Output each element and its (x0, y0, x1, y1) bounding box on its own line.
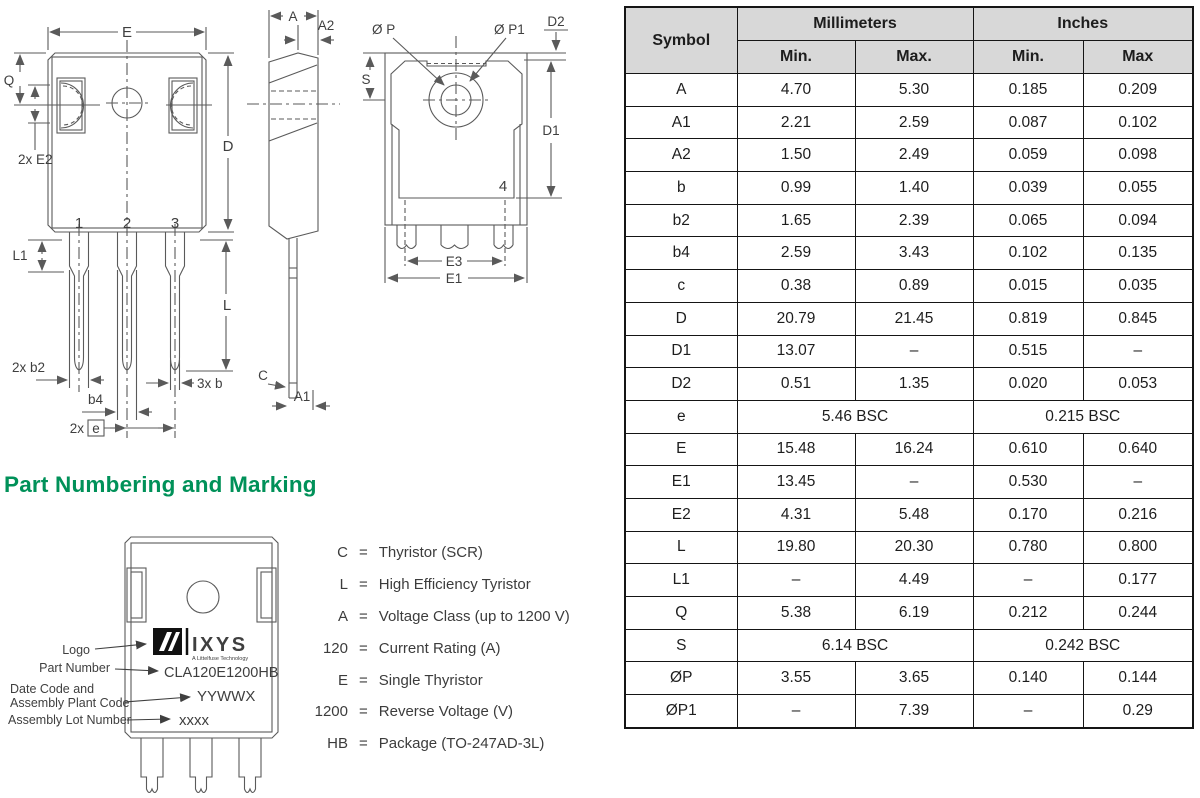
ixys-logo (153, 628, 248, 662)
table-cell: E (625, 433, 737, 466)
dim-E2-label: 2x E2 (18, 152, 53, 167)
legend-row (280, 569, 620, 601)
table-cell: 0.055 (1083, 172, 1193, 205)
table-row (625, 498, 1193, 531)
table-cell: 13.45 (737, 466, 855, 499)
table-cell: 5.48 (855, 498, 973, 531)
legend-equals-sign: = (359, 671, 368, 689)
dim-P1-label: Ø P1 (494, 22, 525, 37)
dim-A1-label: A1 (293, 389, 311, 404)
marked-package (125, 537, 278, 793)
table-cell: 0.015 (973, 270, 1083, 303)
legend-code: 120 (322, 639, 348, 657)
table-cell: E1 (625, 466, 737, 499)
table-cell: 16.24 (855, 433, 973, 466)
table-cell: 0.819 (973, 302, 1083, 335)
table-cell: – (1083, 335, 1193, 368)
package-dimension-drawing (0, 0, 620, 465)
table-cell: 5.46 BSC (737, 400, 973, 433)
legend-equals-sign: = (359, 607, 368, 625)
marking-part-number: CLA120E1200HB (164, 665, 279, 681)
table-cell: ØP1 (625, 695, 737, 728)
table-cell: 3.65 (855, 662, 973, 695)
table-cell: D (625, 302, 737, 335)
table-cell: – (1083, 466, 1193, 499)
table-cell: 0.035 (1083, 270, 1193, 303)
table-cell: 5.38 (737, 597, 855, 630)
table-cell: 0.185 (973, 74, 1083, 107)
table-cell: 0.800 (1083, 531, 1193, 564)
dim-e-label: e (92, 421, 100, 436)
table-cell: 0.098 (1083, 139, 1193, 172)
table-row (625, 335, 1193, 368)
pin2-label: 2 (122, 215, 132, 232)
table-cell: 3.43 (855, 237, 973, 270)
legend-row (280, 601, 620, 633)
table-cell: 0.140 (973, 662, 1083, 695)
table-row (625, 531, 1193, 564)
col-symbol: Symbol (625, 7, 737, 74)
table-cell: 20.30 (855, 531, 973, 564)
dim-A2-label: A2 (317, 18, 335, 33)
table-cell: 0.51 (737, 368, 855, 401)
pin4-label: 4 (498, 178, 508, 195)
legend-description: Package (TO-247AD-3L) (378, 735, 545, 753)
table-row (625, 270, 1193, 303)
dim-b-label: 3x b (197, 376, 223, 391)
table-cell: 0.177 (1083, 564, 1193, 597)
table-row (625, 400, 1193, 433)
table-row (625, 74, 1193, 107)
table-row (625, 433, 1193, 466)
table-cell: 1.40 (855, 172, 973, 205)
table-cell: 0.242 BSC (973, 629, 1193, 662)
table-cell: 0.102 (973, 237, 1083, 270)
table-cell: 0.135 (1083, 237, 1193, 270)
table-row (625, 695, 1193, 728)
callout-part-number: Part Number (39, 661, 110, 675)
side-view (247, 9, 340, 410)
section-heading: Part Numbering and Marking (4, 472, 317, 497)
callout-date-code-line2: Assembly Plant Code (10, 696, 130, 710)
col-mm-min: Min. (737, 41, 855, 74)
table-cell: 0.212 (973, 597, 1083, 630)
marking-date-code: YYWWX (197, 688, 256, 705)
table-cell: 0.99 (737, 172, 855, 205)
legend-description: Reverse Voltage (V) (378, 703, 513, 721)
table-cell: 0.530 (973, 466, 1083, 499)
legend-equals-sign: = (359, 703, 368, 721)
table-cell: D1 (625, 335, 737, 368)
dim-e-prefix-label: 2x (69, 421, 84, 436)
table-cell: – (737, 695, 855, 728)
table-cell: 0.89 (855, 270, 973, 303)
legend-description: Current Rating (A) (378, 639, 501, 657)
table-row (625, 172, 1193, 205)
dim-Q-label: Q (3, 73, 15, 88)
table-cell: 0.065 (973, 204, 1083, 237)
table-cell: 0.38 (737, 270, 855, 303)
table-cell: 0.780 (973, 531, 1083, 564)
table-row (625, 597, 1193, 630)
table-cell: L (625, 531, 737, 564)
table-cell: e (625, 400, 737, 433)
legend-equals-sign: = (359, 639, 368, 657)
logo-tagline: A Littelfuse Technology (192, 656, 249, 662)
dim-b2-label: 2x b2 (12, 360, 46, 375)
table-cell: 4.31 (737, 498, 855, 531)
table-cell: 0.244 (1083, 597, 1193, 630)
table-cell: 0.170 (973, 498, 1083, 531)
table-cell: 0.059 (973, 139, 1083, 172)
legend-row (280, 664, 620, 696)
back-view (361, 14, 568, 286)
legend-code: E (337, 671, 348, 689)
legend-description: Thyristor (SCR) (378, 544, 483, 562)
table-row (625, 466, 1193, 499)
table-row (625, 564, 1193, 597)
marking-lot-number: xxxx (179, 712, 209, 729)
table-cell: Q (625, 597, 737, 630)
table-cell: 5.30 (855, 74, 973, 107)
legend-code: L (339, 576, 348, 594)
table-cell: 6.19 (855, 597, 973, 630)
legend-code: 1200 (314, 703, 348, 721)
table-cell: 4.70 (737, 74, 855, 107)
legend-row (280, 537, 620, 569)
table-cell: A1 (625, 106, 737, 139)
col-millimeters: Millimeters (737, 7, 973, 41)
legend-description: Single Thyristor (378, 671, 483, 689)
dim-P-label: Ø P (372, 22, 396, 37)
col-mm-max: Max. (855, 41, 973, 74)
table-cell: – (973, 564, 1083, 597)
table-cell: 4.49 (855, 564, 973, 597)
table-cell: 2.39 (855, 204, 973, 237)
legend-row (280, 696, 620, 728)
table-cell: 0.610 (973, 433, 1083, 466)
callout-lot-number: Assembly Lot Number (8, 713, 131, 727)
callout-date-code-line1: Date Code and (10, 682, 95, 696)
table-cell: A (625, 74, 737, 107)
table-row (625, 204, 1193, 237)
table-cell: 0.144 (1083, 662, 1193, 695)
table-cell: 0.29 (1083, 695, 1193, 728)
table-row (625, 662, 1193, 695)
table-cell: ØP (625, 662, 737, 695)
table-cell: 0.216 (1083, 498, 1193, 531)
legend-description: High Efficiency Tyristor (378, 576, 531, 594)
table-cell: 0.020 (973, 368, 1083, 401)
dim-C-label: C (258, 368, 268, 383)
dim-E1-label: E1 (445, 271, 463, 286)
table-cell: S (625, 629, 737, 662)
col-inches: Inches (973, 7, 1193, 41)
table-row (625, 368, 1193, 401)
table-row (625, 139, 1193, 172)
table-cell: 0.209 (1083, 74, 1193, 107)
pin3-label: 3 (170, 215, 180, 232)
legend-description: Voltage Class (up to 1200 V) (378, 607, 570, 625)
table-cell: 15.48 (737, 433, 855, 466)
dim-S-label: S (361, 72, 371, 87)
table-cell: 0.094 (1083, 204, 1193, 237)
table-cell: 0.039 (973, 172, 1083, 205)
dim-E-label: E (121, 24, 133, 41)
table-cell: – (855, 335, 973, 368)
table-cell: 20.79 (737, 302, 855, 335)
table-cell: 0.515 (973, 335, 1083, 368)
table-row (625, 237, 1193, 270)
part-legend (280, 537, 620, 760)
dim-E3-label: E3 (445, 254, 463, 269)
table-cell: 19.80 (737, 531, 855, 564)
table-cell: E2 (625, 498, 737, 531)
legend-equals-sign: = (359, 735, 368, 753)
table-cell: 1.35 (855, 368, 973, 401)
table-cell: 2.21 (737, 106, 855, 139)
table-row (625, 106, 1193, 139)
table-cell: b4 (625, 237, 737, 270)
table-cell: 1.50 (737, 139, 855, 172)
table-cell: 1.65 (737, 204, 855, 237)
table-cell: 13.07 (737, 335, 855, 368)
table-cell: 0.640 (1083, 433, 1193, 466)
dim-b4-label: b4 (88, 392, 104, 407)
dim-L1-label: L1 (12, 248, 28, 263)
dim-L-label: L (222, 297, 232, 314)
legend-equals-sign: = (359, 544, 368, 562)
legend-code: C (337, 544, 348, 562)
table-cell: 0.087 (973, 106, 1083, 139)
table-cell: D2 (625, 368, 737, 401)
table-cell: b (625, 172, 737, 205)
dim-A-label: A (288, 9, 298, 24)
callout-logo: Logo (62, 643, 90, 657)
table-cell: – (973, 695, 1083, 728)
table-cell: b2 (625, 204, 737, 237)
table-cell: – (737, 564, 855, 597)
dim-D2-label: D2 (547, 14, 565, 29)
pin1-label: 1 (74, 215, 84, 232)
table-cell: 3.55 (737, 662, 855, 695)
table-cell: 0.215 BSC (973, 400, 1193, 433)
table-cell: – (855, 466, 973, 499)
dim-D-label: D (222, 138, 234, 155)
legend-row (280, 728, 620, 760)
dim-table-body (625, 74, 1193, 728)
table-cell: 7.39 (855, 695, 973, 728)
table-cell: 2.59 (737, 237, 855, 270)
table-cell: A2 (625, 139, 737, 172)
legend-row (280, 632, 620, 664)
table-cell: 2.49 (855, 139, 973, 172)
table-cell: 0.053 (1083, 368, 1193, 401)
table-cell: 2.59 (855, 106, 973, 139)
legend-code: HB (327, 735, 348, 753)
table-row (625, 302, 1193, 335)
logo-text: IXYS (192, 634, 248, 656)
table-header-row (625, 7, 1193, 41)
table-cell: L1 (625, 564, 737, 597)
table-cell: c (625, 270, 737, 303)
col-in-min: Min. (973, 41, 1083, 74)
marking-callouts (8, 643, 190, 727)
dimension-table (624, 6, 1194, 729)
legend-equals-sign: = (359, 576, 368, 594)
table-cell: 21.45 (855, 302, 973, 335)
dim-D1-label: D1 (542, 123, 560, 138)
table-cell: 0.102 (1083, 106, 1193, 139)
front-view (4, 24, 234, 438)
col-in-max: Max (1083, 41, 1193, 74)
table-cell: 6.14 BSC (737, 629, 973, 662)
table-row (625, 629, 1193, 662)
legend-code: A (337, 607, 348, 625)
table-cell: 0.845 (1083, 302, 1193, 335)
